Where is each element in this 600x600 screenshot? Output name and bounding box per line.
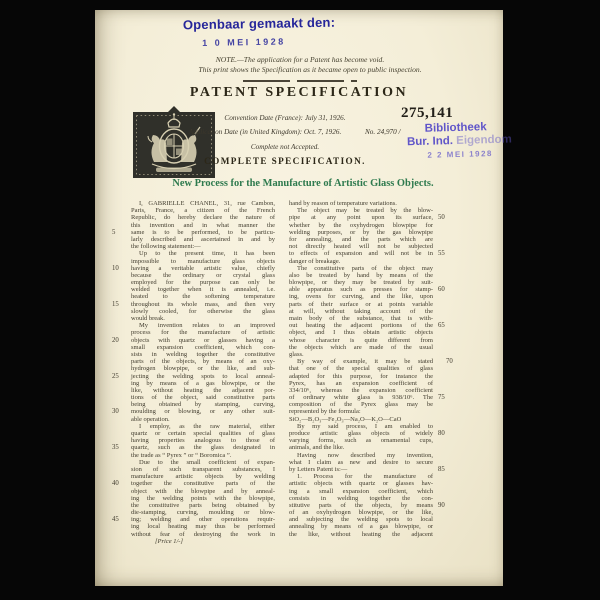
- text-line: [289, 423, 433, 430]
- publication-stamp: [183, 15, 336, 49]
- line-text: annealing by means of a gas blowpipe, or: [289, 523, 433, 531]
- line-text: objects with quartz or glasses having a: [131, 336, 275, 344]
- application-date: Application Date (in United Kingdom): Oct. 7, 1926.: [188, 128, 342, 136]
- library-stamp-line-1: Bibliotheek: [424, 121, 487, 135]
- line-text: out heating the adjacent portions of the: [289, 322, 433, 330]
- line-number: 55: [438, 250, 445, 258]
- text-line: [131, 473, 275, 480]
- text-line: [289, 380, 433, 387]
- line-text: parts of their surface or at points variable: [289, 300, 433, 308]
- line-text: of ordinary white glass is 938/10⁶. The: [289, 394, 433, 402]
- line-text: of an oxyhydrogen blowpipe, or the like,: [289, 509, 433, 517]
- line-text: By way of example, it may be stated: [297, 358, 433, 366]
- line-text: throughout its whole mass, and then very: [131, 300, 275, 308]
- line-text: consists in welding together the con-: [289, 494, 433, 502]
- text-line: [289, 488, 433, 495]
- line-text: impossible to manufacture glass objects: [131, 257, 275, 265]
- text-line: [131, 495, 275, 502]
- text-line: [289, 480, 433, 487]
- text-line: [289, 207, 433, 214]
- line-text: I employ, as the raw material, either: [139, 422, 275, 430]
- line-text: artistic objects with quartz or glasses hav-: [289, 480, 433, 488]
- line-number: 80: [438, 430, 445, 437]
- text-line: [131, 358, 275, 365]
- text-line: [289, 236, 433, 243]
- text-line: [131, 351, 275, 358]
- line-text: Republic, do hereby declare the nature of: [131, 214, 275, 222]
- line-text: 334/10⁶, whereas the expansion coefficient: [289, 386, 433, 394]
- line-text: whether by the oxyhydrogen blowpipe for: [289, 221, 433, 229]
- line-text: Paris, France, a citizen of the French: [131, 207, 275, 215]
- text-line: [289, 473, 433, 480]
- text-line: [289, 430, 445, 437]
- text-line: [289, 531, 433, 538]
- line-text: The object may be treated by the blow-: [297, 207, 433, 215]
- line-text: small expansion coefficient, which con-: [131, 343, 275, 351]
- text-line: [131, 380, 275, 387]
- text-line: [289, 358, 453, 366]
- line-text: quartz, such as the glass designated in: [131, 444, 275, 452]
- line-text: at will, without taking account of the: [289, 307, 433, 315]
- line-text: and subjecting the welding spots to local: [289, 516, 433, 524]
- text-line: [131, 344, 275, 351]
- line-text: Up to the present time, it has been: [139, 250, 275, 258]
- line-number: 15: [112, 300, 119, 308]
- line-text: hand by reason of temperature variations.: [289, 200, 397, 207]
- text-line: [289, 509, 433, 516]
- text-line: [112, 444, 275, 452]
- text-line: [289, 272, 433, 279]
- text-line: [289, 516, 433, 523]
- text-line: [131, 222, 275, 229]
- line-text: I, GABRIELLE CHANEL, 31, rue Cambon,: [139, 200, 275, 207]
- publication-stamp-text: Openbaar gemaakt den:: [182, 14, 336, 33]
- line-text: Having now described my invention,: [297, 451, 433, 459]
- patent-number: 275,141: [401, 105, 454, 121]
- patent-specification-heading: PATENT SPECIFICATION: [189, 85, 409, 100]
- text-line: [289, 250, 445, 258]
- text-line: [289, 229, 433, 236]
- text-line: [131, 531, 275, 538]
- text-line: [289, 495, 433, 502]
- text-line: [289, 258, 433, 265]
- line-text: 1. Process for the manufacture of: [297, 473, 433, 481]
- void-note-line-1: NOTE.—The application for a Patent has become void.: [215, 55, 385, 64]
- text-line: [289, 315, 433, 322]
- line-text: The constitutive parts of the object may: [297, 264, 433, 272]
- line-text: what I claim as new and desire to secure: [289, 458, 433, 466]
- line-text: animals, and the like.: [289, 444, 345, 452]
- line-number: 65: [438, 322, 445, 330]
- text-line: [289, 279, 433, 286]
- line-text: larly described and ascertained in and by: [131, 235, 275, 243]
- line-text: ing local heating may thus be performed: [131, 523, 275, 531]
- line-text: ing a small expansion coefficient, which: [289, 487, 433, 495]
- text-line: [131, 416, 275, 423]
- line-text: to effects of expansion and will not be in: [289, 250, 433, 258]
- text-line: [289, 373, 433, 380]
- text-line: [289, 501, 445, 509]
- line-text: the objects which are made of the usual: [289, 343, 433, 351]
- line-text: Pyrex, has an expansion coefficient of: [289, 379, 433, 387]
- line-number: 40: [112, 480, 119, 488]
- line-number: 25: [112, 372, 119, 380]
- text-line: [289, 394, 445, 402]
- void-note-line-2: This print shows the Specification as it became open to public inspection.: [198, 65, 422, 74]
- text-line: [289, 337, 433, 344]
- text-line: [289, 408, 433, 415]
- text-line: [112, 228, 275, 236]
- library-stamp-date: 2 2 MEI 1928: [427, 149, 494, 160]
- line-text: welded together when it is annealed, i.e.: [131, 286, 275, 294]
- library-stamp: [395, 120, 516, 160]
- convention-date: Convention Date (France): July 31, 1926.: [224, 114, 346, 122]
- text-line: [289, 344, 433, 351]
- line-text: employed for the purpose can only be: [131, 279, 275, 287]
- line-text: whose character is quite different from: [289, 336, 433, 344]
- text-line: [289, 387, 433, 394]
- text-line: [131, 437, 275, 444]
- line-number: 50: [438, 214, 445, 222]
- line-text: the like, without heating the adjacent: [289, 530, 433, 538]
- line-text: the constitutive parts being obtained by: [131, 501, 275, 509]
- text-line: [289, 365, 433, 372]
- text-line: [289, 308, 433, 315]
- line-text: ing the welding points with the blowpipe,: [131, 494, 275, 502]
- text-line: [131, 315, 275, 322]
- text-line: [131, 430, 275, 437]
- line-text: without fear of destroying the work in: [131, 530, 275, 538]
- text-line: [131, 258, 275, 265]
- line-text: SiO₂—B₂O₃—Fe₂O₃—Na₂O—K₂O—CaO: [289, 415, 402, 423]
- complete-specification-heading: COMPLETE SPECIFICATION.: [204, 156, 366, 166]
- line-text: quartz or certain special qualities of glass: [131, 430, 275, 437]
- line-text: ing; welding and other operations requir-: [131, 516, 275, 524]
- line-text: the following statement:—: [131, 243, 201, 251]
- line-number: 70: [446, 358, 453, 366]
- text-line: [289, 444, 433, 451]
- library-stamp-line-2: [407, 133, 515, 148]
- line-text: blowpipe, or they may be treated by suit-: [289, 279, 433, 287]
- line-text: for annealing, and the parts which are: [289, 235, 433, 243]
- library-stamp-line-2a: Bur. Ind.: [406, 135, 454, 149]
- line-number: 10: [112, 264, 119, 272]
- text-line: [131, 401, 275, 408]
- text-line: [289, 452, 433, 459]
- text-line: [131, 207, 275, 214]
- text-line: [289, 301, 433, 308]
- line-number: 30: [112, 408, 119, 416]
- line-text: Due to the small coefficient of expan-: [139, 458, 275, 466]
- line-text: adapted for this purpose, for instance the: [289, 372, 433, 380]
- text-line: [131, 322, 275, 329]
- text-line: [131, 488, 275, 495]
- line-text: composition of the Pyrex glass may be: [289, 401, 433, 409]
- text-line: [131, 509, 275, 516]
- line-text: also be treated by hand by means of the: [289, 271, 433, 279]
- text-line: [131, 387, 275, 394]
- separator-rule: [243, 80, 357, 82]
- line-text: [Price 1/-]: [155, 537, 183, 545]
- text-line: [131, 523, 275, 530]
- line-text: tions of the object, said constitutive parts: [131, 394, 275, 402]
- text-line: [131, 394, 275, 401]
- line-text: able apparatus such as presses for stamp-: [289, 286, 433, 294]
- text-line: [289, 286, 445, 294]
- text-line: [289, 459, 433, 466]
- line-text: moulding or blowing, or any other suit-: [131, 408, 275, 416]
- line-text: object, and I thus obtain artistic objects: [289, 329, 433, 337]
- line-text: by Letters Patent is:—: [289, 465, 348, 473]
- text-line: [131, 293, 275, 300]
- line-number: 45: [112, 516, 119, 524]
- text-line: [131, 250, 275, 257]
- body-left-column: [112, 200, 275, 545]
- text-line: [131, 329, 275, 336]
- text-line: [131, 200, 275, 207]
- line-number: 20: [112, 336, 119, 344]
- line-text: represented by the formula:: [289, 408, 361, 416]
- text-line: [112, 408, 275, 416]
- text-line: [131, 365, 275, 372]
- patent-document-page: [95, 10, 512, 586]
- text-line: [131, 466, 275, 473]
- line-text: main body of the substance, that is with-: [289, 315, 433, 322]
- line-number: 85: [438, 465, 445, 473]
- line-text: glass.: [289, 350, 304, 358]
- text-line: [131, 286, 275, 293]
- line-text: varying forms, such as ornamental cups,: [289, 437, 433, 445]
- text-line: [112, 480, 275, 488]
- text-line: [289, 293, 433, 300]
- text-line: [112, 300, 275, 308]
- line-text: would break.: [131, 315, 165, 322]
- line-text: heated to the softening temperature: [131, 293, 275, 301]
- text-line: [289, 243, 433, 250]
- text-line: [289, 437, 433, 444]
- text-line: [131, 538, 275, 545]
- text-line: [289, 329, 433, 336]
- line-text: the trade as “ Pyrex ” or “ Boromica ”.: [131, 451, 232, 459]
- text-line: [131, 459, 275, 466]
- library-stamp-line-2b: Eigendom: [456, 133, 512, 147]
- text-line: [131, 236, 275, 243]
- text-line: [289, 200, 433, 207]
- text-line: [112, 264, 275, 272]
- line-number: 90: [438, 501, 445, 509]
- text-line: [131, 279, 275, 286]
- text-line: [131, 502, 275, 509]
- body-right-column: [289, 200, 453, 538]
- line-text: ing, ovens for curving, and the like, upon: [289, 293, 433, 301]
- text-line: [112, 516, 275, 524]
- line-text: slowly cooled, for otherwise the glass: [131, 307, 275, 315]
- text-line: [289, 401, 433, 408]
- line-text: manufacture artistic objects by welding: [131, 473, 275, 481]
- text-line: [289, 214, 445, 222]
- application-number: No. 24,970 /: [365, 128, 401, 136]
- line-text: My invention relates to an improved: [139, 322, 275, 330]
- line-text: having a veritable artistic value, chiefly: [131, 264, 275, 272]
- invention-title: New Process for the Manufacture of Artistic Glass Objects.: [172, 178, 434, 189]
- line-text: parts of the objects, by means of an oxy-: [131, 358, 275, 366]
- text-line: [131, 214, 275, 221]
- line-text: ing by means of a gas blowpipe, or the: [131, 379, 275, 387]
- line-text: process for the manufacture of artistic: [131, 329, 275, 337]
- line-text: not directly heated will not be subjected: [289, 243, 433, 251]
- line-text: together the constitutive parts of the: [131, 480, 275, 488]
- text-line: [131, 452, 275, 459]
- text-line: [289, 523, 433, 530]
- publication-stamp-date: 1 0 MEI 1928: [202, 36, 286, 48]
- text-line: [112, 372, 275, 380]
- acceptance-status: Complete not Accepted.: [250, 143, 320, 151]
- text-line: [289, 351, 433, 358]
- text-line: [131, 243, 275, 250]
- line-text: like, without heating the adjacent por-: [131, 386, 275, 394]
- line-text: jecting the welding spots to local anneal-: [131, 372, 275, 380]
- text-line: [131, 308, 275, 315]
- text-line: [289, 416, 433, 423]
- line-text: this invention and in what manner the: [131, 221, 275, 229]
- line-text: that one of the special qualities of glass: [289, 365, 433, 373]
- line-text: By my said process, I am enabled to: [297, 422, 433, 430]
- line-number: 5: [112, 228, 116, 236]
- text-line: [289, 322, 445, 330]
- line-number: 35: [112, 444, 119, 452]
- text-line: [289, 222, 433, 229]
- line-text: object with the blowpipe and by anneal-: [131, 487, 275, 495]
- line-text: die-stamping, curving, moulding or blow-: [131, 509, 275, 517]
- line-text: able operation.: [131, 415, 170, 423]
- line-text: having properties analogous to those of: [131, 437, 275, 445]
- line-text: sists in welding together the constitutive: [131, 350, 275, 358]
- line-number: 75: [438, 394, 445, 402]
- text-line: [289, 265, 433, 272]
- line-text: produce artistic glass objects of widely: [289, 430, 433, 437]
- text-line: [289, 465, 445, 473]
- line-text: sion of such transparent substances, I: [131, 465, 275, 473]
- text-line: [112, 336, 275, 344]
- line-number: 60: [438, 286, 445, 294]
- line-text: same is to be performed, to be particu-: [131, 228, 275, 236]
- text-line: [131, 423, 275, 430]
- line-text: pipe at any point upon its surface,: [289, 214, 433, 222]
- line-text: danger of breakage.: [289, 257, 341, 265]
- line-text: stitutive parts of the objects, by means: [289, 501, 433, 509]
- line-text: welding purposes, or by the gas blowpipe: [289, 228, 433, 236]
- text-line: [131, 272, 275, 279]
- line-text: hydrogen blowpipe, or the like, and sub-: [131, 365, 275, 373]
- line-text: being obtained by stamping, curving,: [131, 401, 275, 409]
- line-text: because the ordinary or crystal glass: [131, 271, 275, 279]
